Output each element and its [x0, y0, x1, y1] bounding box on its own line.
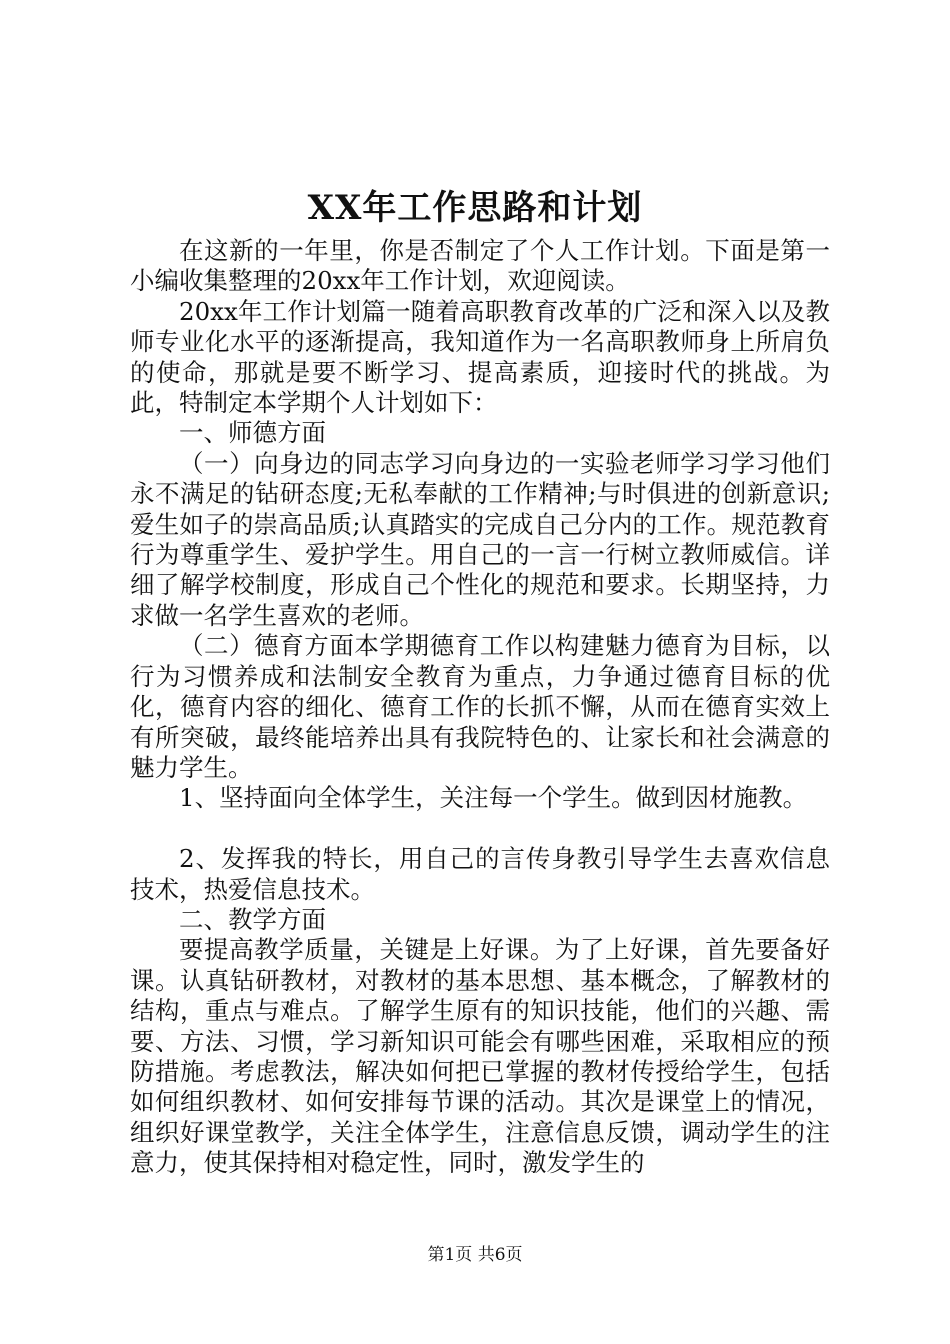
paragraph-ethics-2: （二）德育方面本学期德育工作以构建魅力德育为目标，以行为习惯养成和法制安全教育为重点，力争通过德育目标的优化，德育内容的细化、德育工作的长抓不懈，从而在德育实效上有所突破，最终能培养出具有我院特色的、让家长和社会满意的魅力学生。	[130, 631, 830, 782]
document-title: XX年工作思路和计划	[307, 188, 643, 228]
section-heading-ethics: 一、师德方面	[179, 418, 326, 448]
paragraph-plan-intro: 20xx年工作计划篇一随着高职教育改革的广泛和深入以及教师专业化水平的逐渐提高，我知道作为一名高职教师身上所肩负的使命，那就是要不断学习、提高素质，迎接时代的挑战。为此，特制定本学期个人计划如下：	[130, 296, 830, 418]
paragraph-ethics-1: （一）向身边的同志学习向身边的一实验老师学习学习他们永不满足的钻研态度;无私奉献的工作精神;与时俱进的创新意识;爱生如子的崇高品质;认真踏实的完成自己分内的工作。规范教育行为尊重学生、爱护学生。用自己的一言一行树立教师威信。详细了解学校制度，形成自己个性化的规范和要求。长期坚持，力求做一名学生喜欢的老师。	[130, 448, 830, 630]
page-number-footer: 第1页 共6页	[427, 1245, 523, 1265]
list-item-2: 2、发挥我的特长，用自己的言传身教引导学生去喜欢信息技术，热爱信息技术。	[130, 844, 830, 904]
section-heading-teaching: 二、教学方面	[179, 904, 326, 934]
paragraph-intro: 在这新的一年里，你是否制定了个人工作计划。下面是第一小编收集整理的20xx年工作计划，欢迎阅读。	[130, 236, 830, 296]
document-body	[130, 236, 830, 1179]
list-item-1: 1、坚持面向全体学生，关注每一个学生。做到因材施教。	[179, 783, 808, 813]
paragraph-teaching: 要提高教学质量，关键是上好课。为了上好课，首先要备好课。认真钻研教材，对教材的基本思想、基本概念，了解教材的结构，重点与难点。了解学生原有的知识技能，他们的兴趣、需要、方法、习惯，学习新知识可能会有哪些困难，采取相应的预防措施。考虑教法，解决如何把已掌握的教材传授给学生，包括如何组织教材、如何安排每节课的活动。其次是课堂上的情况，组织好课堂教学，关注全体学生，注意信息反馈，调动学生的注意力，使其保持相对稳定性，同时，激发学生的	[130, 935, 830, 1178]
